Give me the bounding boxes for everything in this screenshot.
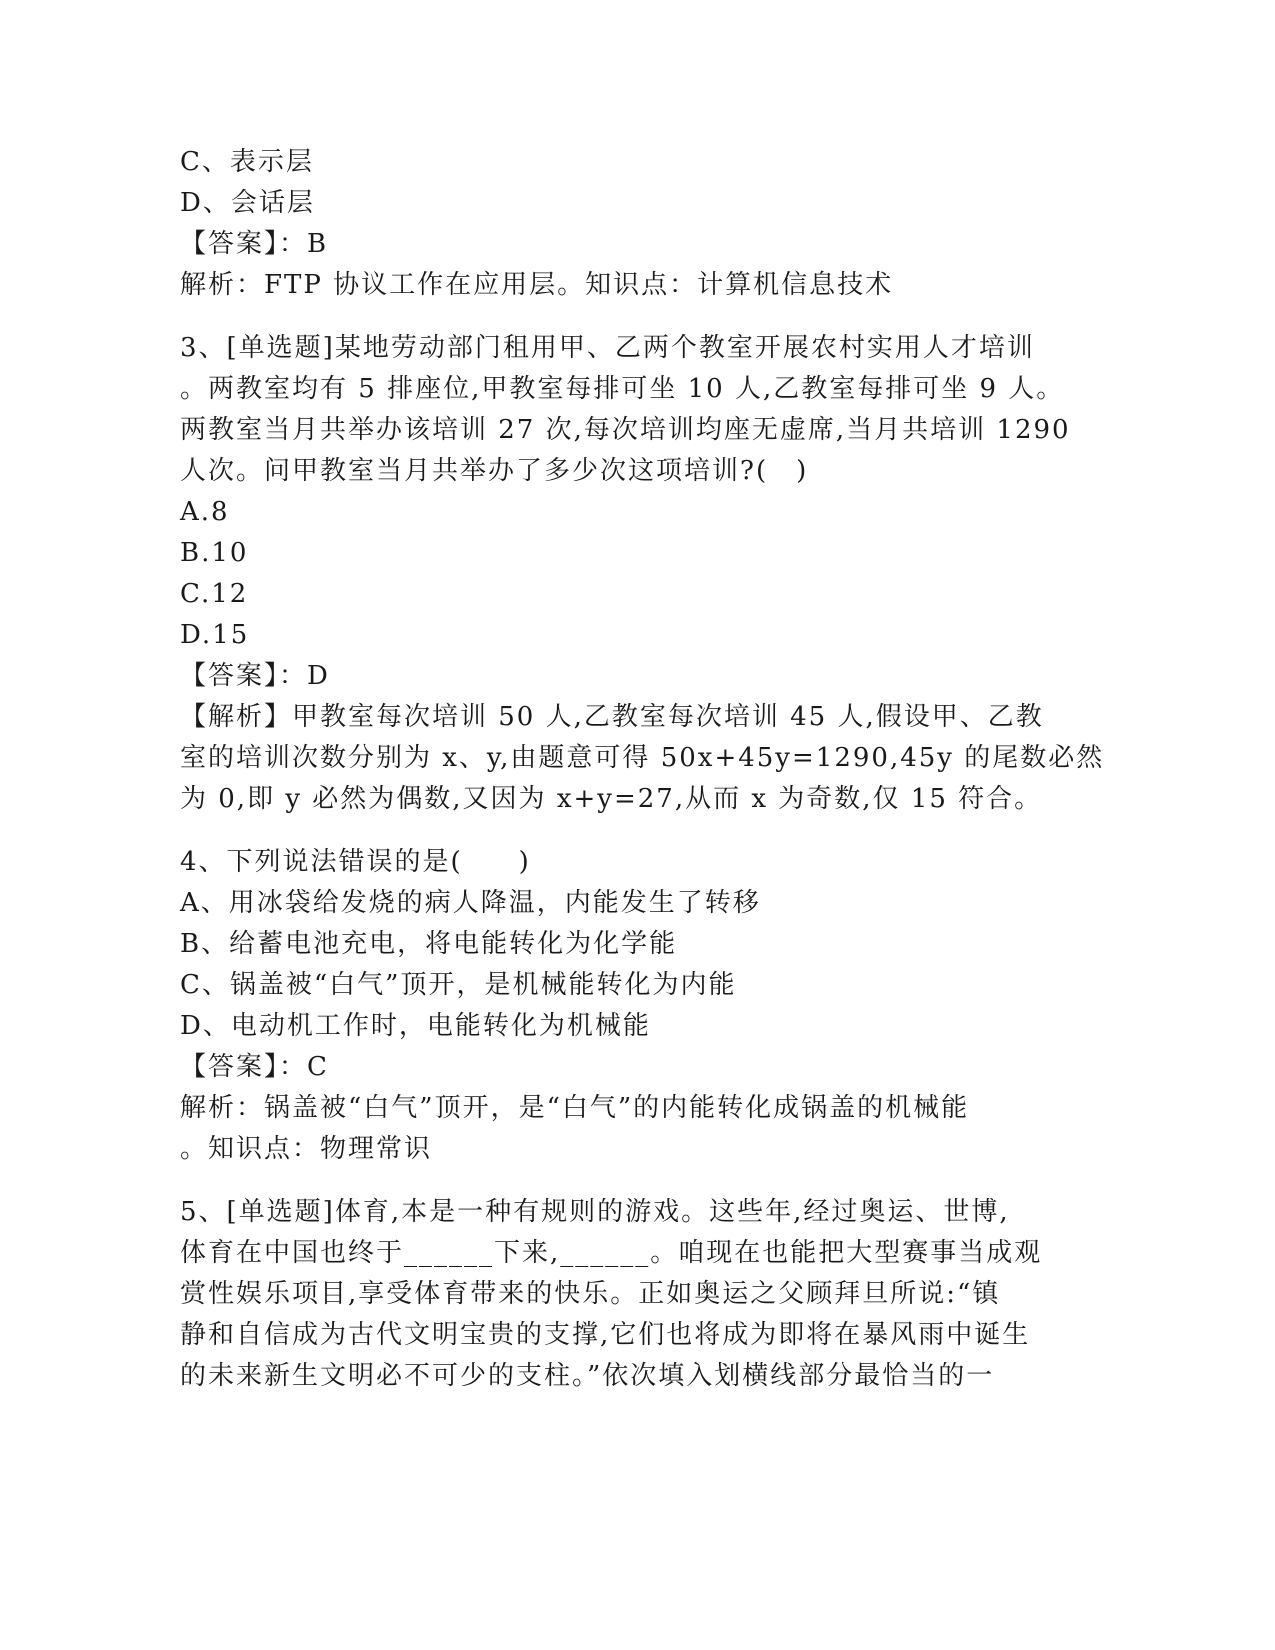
explanation-line: 解析：FTP 协议工作在应用层。知识点：计算机信息技术 — [180, 270, 894, 300]
explanation-line: 室的培训次数分别为 x、y,由题意可得 50x+45y=1290,45y 的尾数必然 — [180, 743, 1105, 773]
question-stem-line: 体育在中国也终于______下来,______。咱现在也能把大型赛事当成观 — [180, 1238, 1043, 1268]
question-stem-line: 4、下列说法错误的是( ) — [180, 847, 531, 877]
answer-line: 【答案】：D — [180, 661, 330, 691]
explanation-line: 解析：锅盖被“白气”顶开，是“白气”的内能转化成锅盖的机械能 — [180, 1093, 970, 1123]
question-stem-line: 5、[单选题]体育,本是一种有规则的游戏。这些年,经过奥运、世博, — [180, 1197, 1010, 1227]
option-b: B.10 — [180, 538, 249, 568]
answer-line: 【答案】：C — [180, 1052, 329, 1082]
question-stem-line: 的未来新生文明必不可少的支柱。”依次填入划横线部分最恰当的一 — [180, 1361, 995, 1391]
option-b: B、给蓄电池充电，将电能转化为化学能 — [180, 929, 678, 959]
option-a: A.8 — [180, 497, 230, 527]
option-c: C、锅盖被“白气”顶开，是机械能转化为内能 — [180, 970, 737, 1000]
explanation-line: 为 0,即 y 必然为偶数,又因为 x+y=27,从而 x 为奇数,仅 15 符合。 — [180, 784, 1043, 814]
question-stem-line: 。两教室均有 5 排座位,甲教室每排可坐 10 人,乙教室每排可坐 9 人。 — [180, 374, 1065, 404]
question-stem-line: 静和自信成为古代文明宝贵的支撑,它们也将成为即将在暴风雨中诞生 — [180, 1320, 1031, 1350]
option-d: D、电动机工作时，电能转化为机械能 — [180, 1011, 651, 1041]
option-c: C、表示层 — [180, 147, 314, 177]
explanation-line: 。知识点：物理常识 — [180, 1134, 433, 1164]
explanation-line: 【解析】甲教室每次培训 50 人,乙教室每次培训 45 人,假设甲、乙教 — [180, 702, 1044, 732]
option-d: D.15 — [180, 620, 250, 650]
option-d: D、会话层 — [180, 188, 315, 218]
question-stem-line: 人次。问甲教室当月共举办了多少次这项培训?( ) — [180, 456, 809, 486]
question-stem-line: 赏性娱乐项目,享受体育带来的快乐。正如奥运之父顾拜旦所说:“镇 — [180, 1279, 1001, 1309]
question-stem-line: 两教室当月共举办该培训 27 次,每次培训均座无虚席,当月共培训 1290 — [180, 415, 1071, 445]
option-a: A、用冰袋给发烧的病人降温，内能发生了转移 — [180, 888, 761, 918]
question-stem-line: 3、[单选题]某地劳动部门租用甲、乙两个教室开展农村实用人才培训 — [180, 333, 1035, 363]
answer-line: 【答案】：B — [180, 229, 329, 259]
option-c: C.12 — [180, 579, 249, 609]
